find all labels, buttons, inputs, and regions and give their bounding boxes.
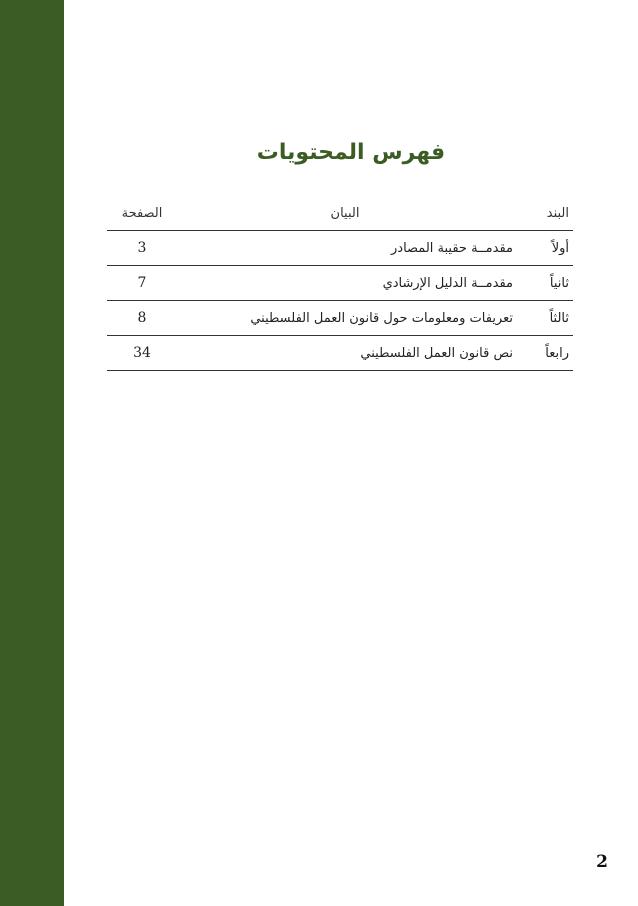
row-description: نص قانون العمل الفلسطيني: [360, 345, 513, 361]
header-item: البند: [546, 205, 569, 221]
table-row[interactable]: [107, 265, 573, 300]
row-page: 7: [137, 275, 147, 291]
page-number: 2: [596, 852, 608, 872]
row-page: 3: [137, 240, 147, 256]
table-of-contents: [107, 196, 573, 371]
table-header-row: [107, 196, 573, 230]
row-item: أولاً: [551, 240, 569, 256]
table-row[interactable]: [107, 300, 573, 335]
row-description: مقدمــة حقيبة المصادر: [391, 240, 513, 256]
header-description: البيان: [330, 205, 360, 221]
row-page: 34: [133, 345, 151, 361]
row-item: ثانياً: [549, 275, 569, 291]
row-page: 8: [137, 310, 147, 326]
header-page: الصفحة: [121, 205, 163, 221]
table-row[interactable]: [107, 335, 573, 371]
page-title: فهرس المحتويات: [256, 140, 446, 165]
row-item: ثالثاً: [549, 310, 569, 326]
row-description: مقدمــة الدليل الإرشادي: [382, 275, 513, 291]
row-item: رابعاً: [545, 345, 569, 361]
side-color-band: [0, 0, 64, 906]
row-description: تعريفات ومعلومات حول قانون العمل الفلسطيني: [250, 310, 513, 326]
table-row[interactable]: [107, 230, 573, 265]
